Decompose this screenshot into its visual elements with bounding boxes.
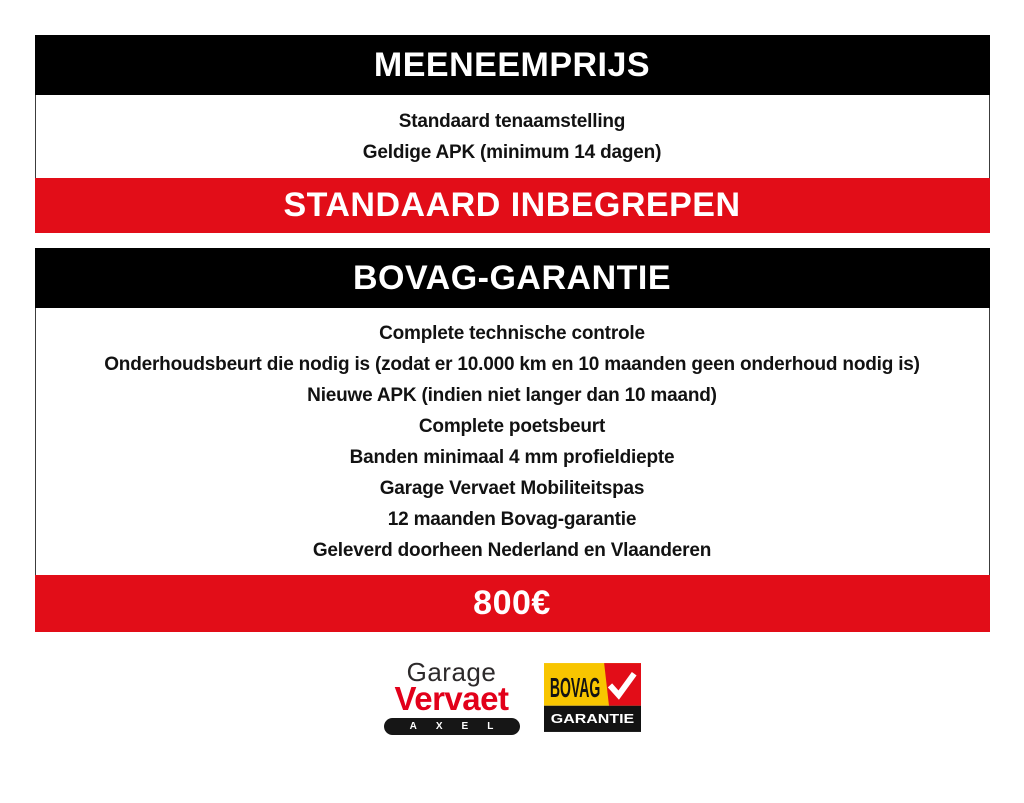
garantie-line: Nieuwe APK (indien niet langer dan 10 maand) bbox=[307, 384, 717, 406]
vervaet-logo-text: Vervaet bbox=[394, 680, 509, 717]
bovag-garantie-logo bbox=[544, 663, 641, 732]
garantie-line: Geleverd doorheen Nederland en Vlaanderen bbox=[312, 539, 712, 561]
bovag-garantie-header-bar bbox=[35, 248, 990, 308]
axel-badge-label: AXEL bbox=[409, 721, 513, 732]
garantie-line: 12 maanden Bovag-garantie bbox=[387, 508, 637, 530]
meeneemprijs-line: Standaard tenaamstelling bbox=[398, 110, 626, 132]
price-value: 800€ bbox=[473, 584, 551, 622]
meeneemprijs-title: MEENEEMPRIJS bbox=[373, 45, 651, 84]
meeneemprijs-panel bbox=[35, 35, 990, 233]
meeneemprijs-line: Geldige APK (minimum 14 dagen) bbox=[362, 141, 662, 163]
bovag-garantie-title: BOVAG-GARANTIE bbox=[352, 258, 672, 297]
bovag-wordmark: BOVAG bbox=[549, 672, 600, 704]
axel-badge bbox=[384, 718, 520, 735]
bovag-garantie-body bbox=[35, 308, 990, 575]
garantie-line: Onderhoudsbeurt die nodig is (zodat er 10.000 km en 10 maanden geen onderhoud nodig is) bbox=[104, 353, 920, 375]
bovag-garantie-panel bbox=[35, 248, 990, 632]
bovag-garantie-wordmark: GARANTIE bbox=[550, 712, 634, 727]
garantie-line: Banden minimaal 4 mm profieldiepte bbox=[349, 446, 675, 468]
standaard-inbegrepen-label: STANDAARD INBEGREPEN bbox=[283, 186, 741, 224]
bovag-red-flag bbox=[604, 663, 641, 706]
garantie-line: Garage Vervaet Mobiliteitspas bbox=[379, 477, 645, 499]
meeneemprijs-header-bar bbox=[35, 35, 990, 95]
garantie-line: Complete technische controle bbox=[379, 322, 645, 344]
standaard-inbegrepen-banner bbox=[35, 178, 990, 233]
logos-row bbox=[0, 657, 1024, 735]
garantie-line: Complete poetsbeurt bbox=[418, 415, 606, 437]
garage-logo-text: Garage bbox=[406, 657, 497, 687]
price-card-page bbox=[0, 35, 1024, 803]
garage-vervaet-logo bbox=[384, 657, 520, 735]
meeneemprijs-body bbox=[35, 95, 990, 178]
price-banner bbox=[35, 575, 990, 632]
